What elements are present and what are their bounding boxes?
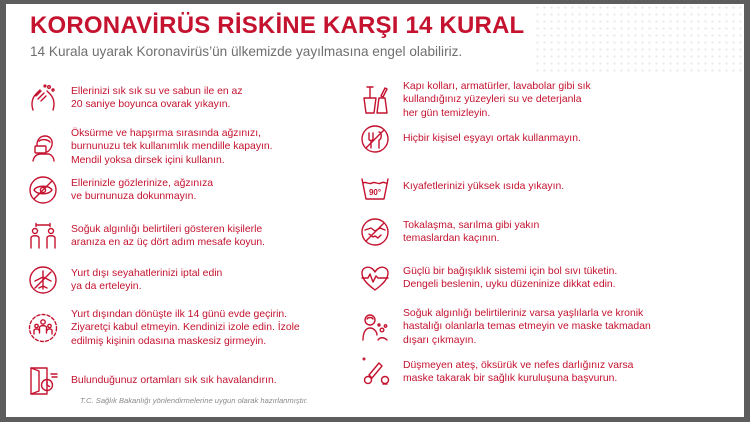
rule-item [26, 306, 366, 350]
rule-item [26, 258, 366, 302]
fever-thermometer-icon [358, 355, 392, 389]
infographic-card [6, 4, 744, 417]
rule-item [358, 165, 738, 209]
rule-item [26, 76, 366, 120]
rule-text: Öksürme ve hapşırma sırasında ağzınızı, burnunuzu tek kullanımlık mendille kapayın. Mendil yoksa dirsek içini kullanın. [71, 128, 273, 166]
rule-text: Soğuk algınlığı belirtileri gösteren kişilerle aranıza en az üç dört adım mesafe koyun. [71, 223, 266, 248]
rule-item [26, 125, 366, 169]
protect-elderly-icon [358, 310, 392, 344]
no-face-touch-icon [26, 173, 60, 207]
self-isolation-icon [26, 311, 60, 345]
rule-text: Güçlü bir bağışıklık sistemi için bol sıvı tüketin. Dengeli beslenin, uyku düzeninize dikkat edin. [403, 265, 618, 290]
hand-washing-icon [26, 81, 60, 115]
rule-item [358, 305, 738, 349]
rule-text: Ellerinizle gözlerinize, ağzınıza ve burnunuza dokunmayın. [71, 177, 214, 202]
rule-text: Tokalaşma, sarılma gibi yakın temaslardan kaçının. [403, 219, 540, 244]
rule-text: Yurt dışından dönüşte ilk 14 günü evde geçirin. Ziyaretçi kabul etmeyin. Kendinizi izole edin. İzole edilmiş kişinin odasına maskesiz girmeyin. [71, 309, 300, 347]
rule-item [358, 256, 738, 300]
page-title: KORONAVİRÜS RİSKİNE KARŞI 14 KURAL [30, 12, 525, 39]
sneeze-tissue-icon [26, 130, 60, 164]
rule-item [358, 210, 738, 254]
rule-text: Yurt dışı seyahatlerinizi iptal edin ya da erteleyin. [71, 267, 223, 292]
rule-text: Kapı kolları, armatürler, lavabolar gibi sık kullandığınız yüzeyleri su ve deterjanla her gün temizleyin. [403, 81, 591, 119]
ventilation-icon [26, 364, 60, 398]
rule-item [358, 78, 738, 122]
rule-item [26, 214, 366, 258]
rule-text: Bulunduğunuz ortamları sık sık havalandırın. [71, 375, 277, 387]
wash-temperature-label: 90° [368, 188, 382, 197]
dot-pattern-decoration [534, 4, 744, 74]
no-sharing-icon [358, 122, 392, 156]
rule-item [26, 168, 366, 212]
cleaning-icon [358, 83, 392, 117]
immune-heart-icon [358, 261, 392, 295]
page-subtitle: 14 Kurala uyarak Koronavirüs’ün ülkemizde yayılmasına engel olabiliriz. [30, 44, 463, 59]
social-distance-icon [26, 219, 60, 253]
rule-text: Soğuk algınlığı belirtileriniz varsa yaşlılarla ve kronik hastalığı olanlarla temas etmeyin ve maske takmadan dışarı çıkmayın. [403, 308, 651, 346]
rule-item [358, 117, 738, 161]
hot-wash-icon [358, 170, 392, 204]
rule-text: Ellerinizi sık sık su ve sabun ile en az 20 saniye boyunca ovarak yıkayın. [71, 85, 243, 110]
no-handshake-icon [358, 215, 392, 249]
source-footnote: T.C. Sağlık Bakanlığı yönlendirmelerine uygun olarak hazırlanmıştır. [80, 396, 309, 405]
rule-text: Hiçbir kişisel eşyayı ortak kullanmayın. [403, 133, 581, 145]
no-travel-icon [26, 263, 60, 297]
rule-text: Kıyafetlerinizi yüksek ısıda yıkayın. [403, 181, 565, 193]
rule-item [358, 350, 738, 394]
rule-text: Düşmeyen ateş, öksürük ve nefes darlığınız varsa maske takarak bir sağlık kuruluşuna başvurun. [403, 359, 634, 384]
